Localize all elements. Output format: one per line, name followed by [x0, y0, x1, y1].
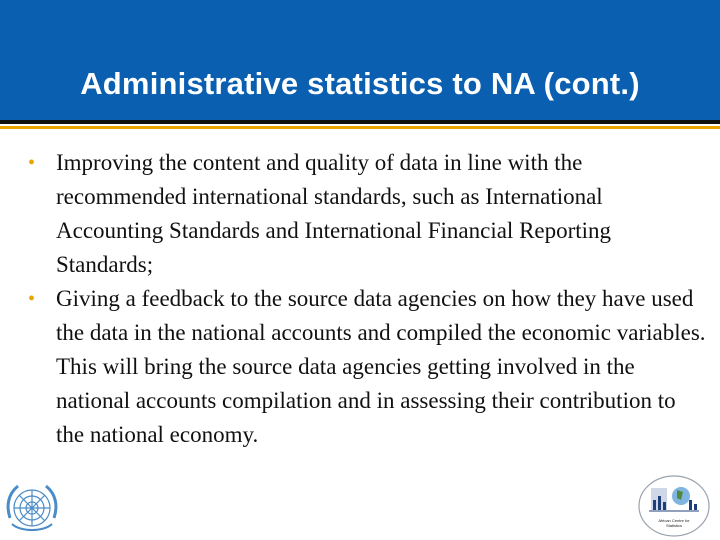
un-emblem-icon — [2, 478, 62, 538]
bullet-text: Improving the content and quality of data in line with the recommended international standards, such as International Accounting Standards and International Financial Reporting Standards; — [56, 150, 612, 277]
slide-title: Administrative statistics to NA (cont.) — [80, 66, 640, 101]
bullet-icon: • — [28, 152, 36, 174]
acs-caption: African Centre for Statistics — [658, 518, 690, 528]
title-banner — [0, 0, 720, 120]
acs-logo-icon — [637, 474, 711, 538]
bullet-item — [26, 282, 706, 452]
title-divider-dark — [0, 120, 720, 124]
bullet-item — [26, 146, 706, 282]
bullet-text: Giving a feedback to the source data agencies on how they have used the data in the national accounts and compiled the economic variables. This will bring the source data agencies getting involved in the national accounts compilation and in assessing their contribution to the national economy. — [56, 286, 706, 447]
title-divider-gold — [0, 126, 720, 129]
bullet-icon: • — [28, 288, 36, 310]
bullet-list — [26, 146, 706, 452]
